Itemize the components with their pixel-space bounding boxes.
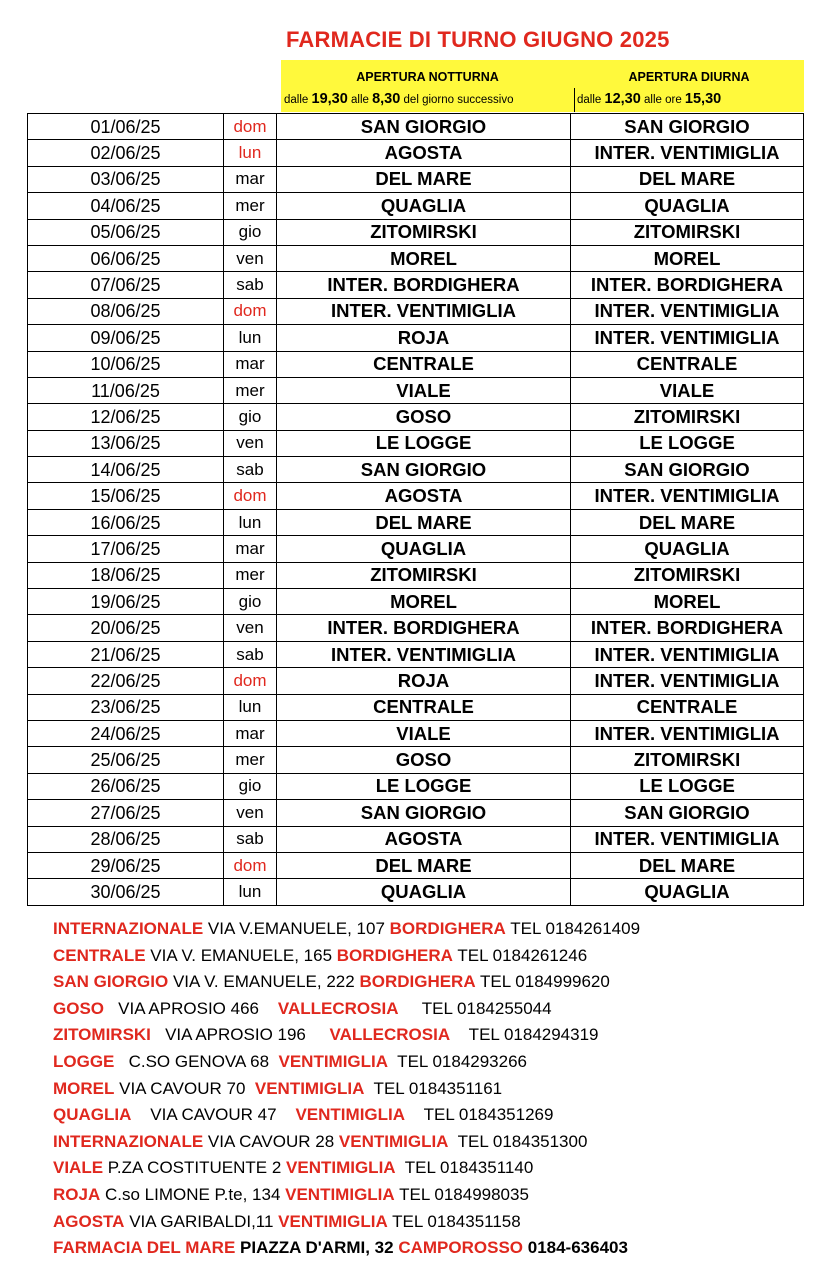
address-highlight: QUAGLIA (53, 1105, 132, 1125)
table-row (28, 562, 804, 588)
address-text: 0184-636403 (523, 1238, 628, 1258)
address-line (53, 1129, 823, 1156)
day-pharmacy-cell: INTER. VENTIMIGLIA (571, 483, 804, 509)
day-opening-header (574, 60, 804, 112)
weekday-cell: mer (224, 193, 277, 219)
address-line (53, 916, 823, 943)
day-pharmacy-cell: LE LOGGE (571, 773, 804, 799)
table-row (28, 114, 804, 140)
table-row (28, 668, 804, 694)
date-cell: 05/06/25 (28, 219, 224, 245)
address-text: TEL 0184351158 (387, 1211, 521, 1231)
weekday-cell: lun (224, 325, 277, 351)
table-row (28, 325, 804, 351)
date-cell: 12/06/25 (28, 404, 224, 430)
date-cell: 29/06/25 (28, 852, 224, 878)
weekday-cell: lun (224, 879, 277, 905)
table-row (28, 747, 804, 773)
night-pharmacy-cell: ROJA (277, 325, 571, 351)
address-text: TEL 0184998035 (394, 1184, 529, 1204)
table-row (28, 826, 804, 852)
night-pharmacy-cell: SAN GIORGIO (277, 114, 571, 140)
address-text: P.ZA COSTITUENTE 2 (103, 1158, 287, 1178)
day-pharmacy-cell: CENTRALE (571, 351, 804, 377)
address-text: VIA GARIBALDI,11 (124, 1211, 279, 1231)
address-text: TEL 0184261246 (452, 945, 588, 965)
night-pharmacy-cell: AGOSTA (277, 483, 571, 509)
date-cell: 09/06/25 (28, 325, 224, 351)
day-pharmacy-cell: INTER. VENTIMIGLIA (571, 720, 804, 746)
address-highlight: VALLECROSIA (277, 998, 399, 1018)
table-row (28, 589, 804, 615)
table-row (28, 219, 804, 245)
table-row (28, 245, 804, 271)
weekday-cell: gio (224, 404, 277, 430)
address-line (53, 1235, 823, 1262)
table-row (28, 272, 804, 298)
table-row (28, 536, 804, 562)
address-highlight: ZITOMIRSKI (53, 1025, 151, 1045)
date-cell: 22/06/25 (28, 668, 224, 694)
date-cell: 11/06/25 (28, 377, 224, 403)
address-highlight: FARMACIA DEL MARE (53, 1238, 236, 1258)
date-cell: 06/06/25 (28, 245, 224, 271)
day-pharmacy-cell: ZITOMIRSKI (571, 562, 804, 588)
night-pharmacy-cell: VIALE (277, 720, 571, 746)
day-pharmacy-cell: MOREL (571, 245, 804, 271)
address-highlight: SAN GIORGIO (53, 972, 169, 992)
address-highlight: VALLECROSIA (329, 1025, 451, 1045)
address-line (53, 1102, 823, 1129)
weekday-cell: dom (224, 668, 277, 694)
weekday-cell: dom (224, 298, 277, 324)
table-row (28, 773, 804, 799)
address-highlight: GOSO (53, 998, 105, 1018)
weekday-cell: gio (224, 589, 277, 615)
weekday-cell: ven (224, 615, 277, 641)
night-pharmacy-cell: LE LOGGE (277, 773, 571, 799)
address-highlight: VENTIMIGLIA (278, 1051, 389, 1071)
weekday-cell: sab (224, 457, 277, 483)
table-row (28, 720, 804, 746)
address-text: VIA CAVOUR 28 (203, 1131, 339, 1151)
address-text: PIAZZA D'ARMI, 32 (235, 1238, 399, 1258)
address-text: VIA CAVOUR 47 (131, 1105, 296, 1125)
night-pharmacy-cell: INTER. BORDIGHERA (277, 615, 571, 641)
weekday-cell: gio (224, 773, 277, 799)
address-line (53, 969, 823, 996)
weekday-cell: gio (224, 219, 277, 245)
night-pharmacy-cell: MOREL (277, 589, 571, 615)
weekday-cell: sab (224, 641, 277, 667)
table-row (28, 852, 804, 878)
date-cell: 18/06/25 (28, 562, 224, 588)
day-pharmacy-cell: INTER. VENTIMIGLIA (571, 140, 804, 166)
table-row (28, 615, 804, 641)
night-pharmacy-cell: QUAGLIA (277, 193, 571, 219)
weekday-cell: sab (224, 272, 277, 298)
day-pharmacy-cell: INTER. VENTIMIGLIA (571, 641, 804, 667)
address-highlight: BORDIGHERA (389, 919, 506, 938)
address-highlight: BORDIGHERA (336, 945, 453, 965)
weekday-cell: ven (224, 245, 277, 271)
weekday-cell: dom (224, 852, 277, 878)
night-pharmacy-cell: QUAGLIA (277, 879, 571, 905)
address-line (53, 1022, 823, 1049)
table-row (28, 430, 804, 456)
date-cell: 04/06/25 (28, 193, 224, 219)
night-pharmacy-cell: AGOSTA (277, 826, 571, 852)
table-row (28, 193, 804, 219)
date-cell: 21/06/25 (28, 641, 224, 667)
day-pharmacy-cell: INTER. VENTIMIGLIA (571, 826, 804, 852)
date-cell: 16/06/25 (28, 509, 224, 535)
address-text: C.SO GENOVA 68 (114, 1051, 279, 1071)
date-cell: 07/06/25 (28, 272, 224, 298)
address-text: VIA V. EMANUELE, 222 (168, 972, 360, 992)
address-text: TEL 0184293266 (388, 1051, 528, 1071)
date-cell: 26/06/25 (28, 773, 224, 799)
night-pharmacy-cell: GOSO (277, 404, 571, 430)
address-text: VIA APROSIO 196 (150, 1025, 330, 1045)
day-pharmacy-cell: INTER. BORDIGHERA (571, 615, 804, 641)
address-text: TEL 0184351161 (364, 1078, 503, 1098)
address-text: TEL 0184351140 (395, 1158, 534, 1178)
night-pharmacy-cell: CENTRALE (277, 694, 571, 720)
date-cell: 15/06/25 (28, 483, 224, 509)
table-row (28, 641, 804, 667)
date-cell: 01/06/25 (28, 114, 224, 140)
address-highlight: BORDIGHERA (359, 972, 476, 992)
date-cell: 08/06/25 (28, 298, 224, 324)
table-row (28, 298, 804, 324)
address-highlight: ROJA (53, 1184, 101, 1204)
day-pharmacy-cell: INTER. VENTIMIGLIA (571, 325, 804, 351)
day-pharmacy-cell: SAN GIORGIO (571, 457, 804, 483)
day-pharmacy-cell: ZITOMIRSKI (571, 404, 804, 430)
table-row (28, 694, 804, 720)
address-line (53, 1049, 823, 1076)
night-pharmacy-cell: ROJA (277, 668, 571, 694)
address-text: VIA V. EMANUELE, 165 (145, 945, 337, 965)
night-pharmacy-cell: INTER. VENTIMIGLIA (277, 298, 571, 324)
address-highlight: VENTIMIGLIA (338, 1131, 449, 1151)
night-pharmacy-cell: QUAGLIA (277, 536, 571, 562)
night-pharmacy-cell: ZITOMIRSKI (277, 562, 571, 588)
weekday-cell: mer (224, 377, 277, 403)
address-line (53, 1155, 823, 1182)
night-pharmacy-cell: SAN GIORGIO (277, 800, 571, 826)
address-text: TEL 0184999620 (475, 972, 610, 992)
address-text: VIA APROSIO 466 (104, 998, 278, 1018)
table-row (28, 404, 804, 430)
address-highlight: VENTIMIGLIA (285, 1184, 395, 1204)
night-pharmacy-cell: INTER. BORDIGHERA (277, 272, 571, 298)
date-cell: 25/06/25 (28, 747, 224, 773)
date-cell: 13/06/25 (28, 430, 224, 456)
weekday-cell: dom (224, 483, 277, 509)
day-pharmacy-cell: QUAGLIA (571, 193, 804, 219)
date-cell: 14/06/25 (28, 457, 224, 483)
night-opening-hours: dalle 19,30 alle 8,30 del giorno successivo (284, 91, 514, 107)
address-text: TEL 0184351269 (405, 1105, 554, 1125)
address-highlight: CENTRALE (53, 945, 146, 965)
weekday-cell: dom (224, 114, 277, 140)
address-text: VIA CAVOUR 70 (114, 1078, 255, 1098)
address-text: TEL 0184261409 (505, 919, 641, 938)
day-pharmacy-cell: MOREL (571, 589, 804, 615)
day-opening-label: APERTURA DIURNA (628, 70, 750, 84)
address-line (53, 1182, 823, 1209)
day-pharmacy-cell: QUAGLIA (571, 536, 804, 562)
address-line (53, 996, 823, 1023)
address-highlight: VIALE (53, 1158, 104, 1178)
night-pharmacy-cell: DEL MARE (277, 509, 571, 535)
table-row (28, 140, 804, 166)
address-highlight: VENTIMIGLIA (286, 1158, 396, 1178)
night-opening-header (281, 60, 574, 112)
night-pharmacy-cell: GOSO (277, 747, 571, 773)
night-pharmacy-cell: VIALE (277, 377, 571, 403)
day-pharmacy-cell: SAN GIORGIO (571, 800, 804, 826)
date-cell: 24/06/25 (28, 720, 224, 746)
night-opening-label: APERTURA NOTTURNA (356, 70, 499, 84)
weekday-cell: lun (224, 509, 277, 535)
table-row (28, 457, 804, 483)
table-row (28, 377, 804, 403)
date-cell: 03/06/25 (28, 166, 224, 192)
night-pharmacy-cell: ZITOMIRSKI (277, 219, 571, 245)
day-pharmacy-cell: DEL MARE (571, 509, 804, 535)
weekday-cell: ven (224, 800, 277, 826)
weekday-cell: mar (224, 166, 277, 192)
day-pharmacy-cell: CENTRALE (571, 694, 804, 720)
address-highlight: VENTIMIGLIA (254, 1078, 365, 1098)
weekday-cell: mar (224, 720, 277, 746)
day-pharmacy-cell: ZITOMIRSKI (571, 219, 804, 245)
header-divider (574, 88, 575, 112)
address-line (53, 1209, 823, 1236)
date-cell: 30/06/25 (28, 879, 224, 905)
address-text: VIA V.EMANUELE, 107 (203, 919, 390, 938)
table-row (28, 166, 804, 192)
date-cell: 28/06/25 (28, 826, 224, 852)
weekday-cell: lun (224, 694, 277, 720)
weekday-cell: mar (224, 536, 277, 562)
address-highlight: INTERNAZIONALE (53, 1131, 204, 1151)
day-pharmacy-cell: QUAGLIA (571, 879, 804, 905)
table-row (28, 351, 804, 377)
date-cell: 10/06/25 (28, 351, 224, 377)
day-opening-hours: dalle 12,30 alle ore 15,30 (577, 91, 722, 107)
weekday-cell: mar (224, 351, 277, 377)
address-highlight: INTERNAZIONALE (53, 919, 204, 938)
address-text: TEL 0184294319 (450, 1025, 599, 1045)
address-text: C.so LIMONE P.te, 134 (100, 1184, 286, 1204)
date-cell: 02/06/25 (28, 140, 224, 166)
address-text: TEL 0184255044 (398, 998, 552, 1018)
night-pharmacy-cell: CENTRALE (277, 351, 571, 377)
weekday-cell: sab (224, 826, 277, 852)
day-pharmacy-cell: ZITOMIRSKI (571, 747, 804, 773)
date-cell: 27/06/25 (28, 800, 224, 826)
night-pharmacy-cell: INTER. VENTIMIGLIA (277, 641, 571, 667)
day-pharmacy-cell: INTER. VENTIMIGLIA (571, 298, 804, 324)
address-highlight: VENTIMIGLIA (295, 1105, 406, 1125)
address-highlight: LOGGE (53, 1051, 115, 1071)
night-pharmacy-cell: AGOSTA (277, 140, 571, 166)
night-pharmacy-cell: DEL MARE (277, 166, 571, 192)
table-row (28, 879, 804, 905)
date-cell: 23/06/25 (28, 694, 224, 720)
table-row (28, 483, 804, 509)
day-pharmacy-cell: INTER. VENTIMIGLIA (571, 668, 804, 694)
address-line (53, 943, 823, 970)
weekday-cell: lun (224, 140, 277, 166)
day-pharmacy-cell: DEL MARE (571, 852, 804, 878)
address-line (53, 1076, 823, 1103)
pharmacy-schedule-table (27, 113, 804, 906)
date-cell: 19/06/25 (28, 589, 224, 615)
weekday-cell: mer (224, 562, 277, 588)
page-title: FARMACIE DI TURNO GIUGNO 2025 (286, 27, 670, 52)
date-cell: 17/06/25 (28, 536, 224, 562)
night-pharmacy-cell: DEL MARE (277, 852, 571, 878)
address-highlight: AGOSTA (53, 1211, 125, 1231)
day-pharmacy-cell: DEL MARE (571, 166, 804, 192)
address-highlight: VENTIMIGLIA (278, 1211, 388, 1231)
weekday-cell: ven (224, 430, 277, 456)
address-highlight: MOREL (53, 1078, 115, 1098)
day-pharmacy-cell: SAN GIORGIO (571, 114, 804, 140)
weekday-cell: mer (224, 747, 277, 773)
pharmacy-address-list (53, 916, 823, 1262)
night-pharmacy-cell: SAN GIORGIO (277, 457, 571, 483)
address-highlight: CAMPOROSSO (398, 1238, 524, 1258)
day-pharmacy-cell: LE LOGGE (571, 430, 804, 456)
table-row (28, 800, 804, 826)
night-pharmacy-cell: LE LOGGE (277, 430, 571, 456)
night-pharmacy-cell: MOREL (277, 245, 571, 271)
day-pharmacy-cell: VIALE (571, 377, 804, 403)
table-row (28, 509, 804, 535)
address-text: TEL 0184351300 (448, 1131, 588, 1151)
date-cell: 20/06/25 (28, 615, 224, 641)
day-pharmacy-cell: INTER. BORDIGHERA (571, 272, 804, 298)
